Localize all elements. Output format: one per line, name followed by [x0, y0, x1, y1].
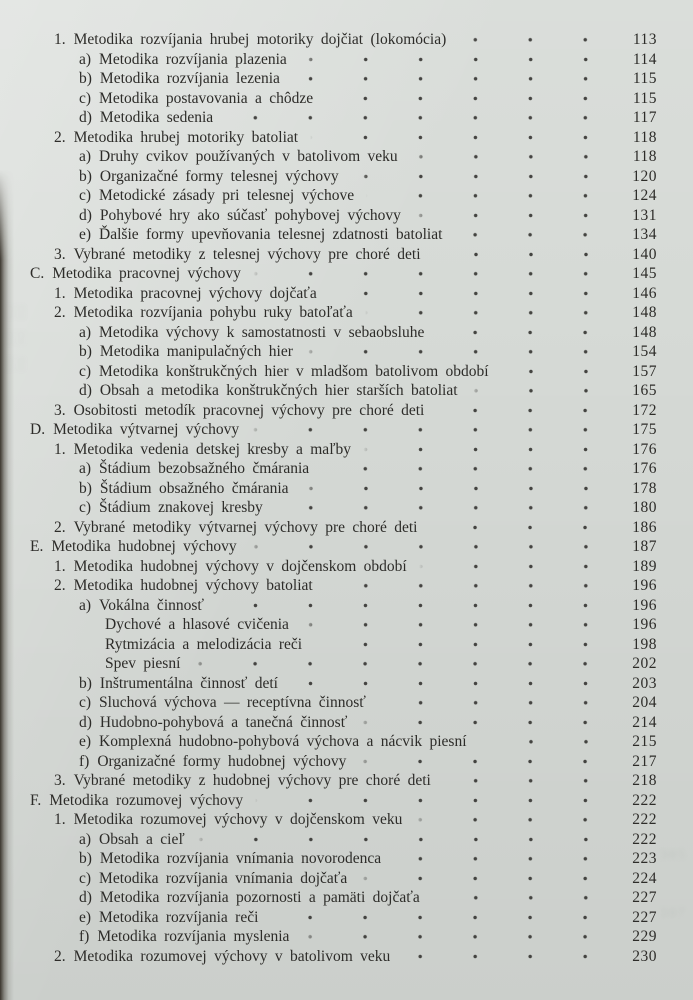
toc-entry-label: 1.	[54, 811, 66, 828]
dot-leader	[413, 206, 613, 226]
toc-entry-label: a)	[79, 596, 92, 614]
toc-entry-title: Metodika rozvíjania pozornosti a pamäti dojčaťa	[99, 889, 420, 906]
toc-entry-title: Druhy cvikov používaných v batolivom veku	[99, 148, 398, 165]
toc-entry-title: Vybrané metodiky výtvarnej výchovy pre choré deti	[73, 518, 418, 536]
toc-entry-title: Metodika hrubej motoriky batoliat	[73, 128, 299, 146]
toc-entry-title: Štádium obsažného čmárania	[99, 479, 289, 497]
toc-entry-title: Metodika vedenia detskej kresby a maľby	[73, 440, 351, 458]
show-through-ghost: ░░░░░░	[4, 305, 28, 372]
toc-entry-title: Metodika hudobnej výchovy batoliat	[73, 577, 313, 594]
toc-entry-title: Metodika rozumovej výchovy	[49, 791, 244, 809]
toc-entry-title: Metodika rozvíjania lezenia	[99, 70, 280, 87]
dot-leader	[301, 927, 613, 947]
toc-entry	[0, 284, 693, 304]
toc-entry	[0, 323, 693, 343]
toc-entry-label: c)	[79, 869, 92, 887]
dot-leader	[501, 362, 613, 382]
toc-entry-label: a)	[79, 148, 92, 165]
toc-entry-page-number: 118	[632, 128, 657, 146]
dot-leader	[432, 888, 613, 908]
toc-entry-title: Pohybové hry ako súčasť pohybovej výchovy	[99, 206, 401, 224]
toc-entry-page-number: 115	[632, 89, 657, 107]
dot-leader	[359, 713, 613, 733]
toc-entry-title: Vybrané metodiky z hudobnej výchovy pre choré deti	[73, 772, 431, 789]
toc-entry-label: 3.	[54, 245, 66, 263]
toc-entry-label: b)	[79, 70, 92, 87]
toc-entry-page-number: 229	[632, 928, 657, 945]
toc-entry	[0, 518, 693, 538]
toc-entry	[0, 420, 693, 440]
dot-leader	[429, 518, 613, 538]
toc-entry-title: Metodika rozumovej výchovy v batolivom veku	[73, 947, 391, 965]
toc-entry-title: Rytmizácia a melodizácia reči	[105, 635, 303, 653]
toc-entry	[0, 771, 693, 791]
toc-entry-title: Vokálna činnosť	[99, 596, 205, 614]
toc-entry	[0, 713, 693, 733]
toc-entry	[0, 732, 693, 752]
toc-entry-title: Metodika pracovnej výchovy dojčaťa	[73, 284, 317, 302]
toc-entry-label: E.	[30, 538, 44, 555]
toc-entry	[0, 927, 693, 947]
toc-entry-label: c)	[79, 499, 92, 516]
toc-entry-page-number: 215	[632, 733, 657, 750]
toc-entry	[0, 596, 693, 616]
dot-leader	[325, 576, 613, 596]
toc-entry-page-number: 222	[632, 811, 657, 828]
toc-entry-label: e)	[79, 733, 92, 750]
toc-entry-title: Metodika sedenia	[99, 109, 214, 126]
dot-leader	[419, 557, 613, 577]
dot-leader	[249, 537, 613, 557]
toc-entry-label: a)	[79, 50, 92, 68]
toc-entry-title: Organizačné formy telesnej výchovy	[99, 167, 339, 185]
toc-entry-page-number: 187	[632, 538, 657, 555]
dot-leader	[443, 771, 613, 791]
toc-entry	[0, 128, 693, 148]
dot-leader	[325, 89, 613, 109]
dot-leader	[436, 323, 613, 343]
toc-entry-label: b)	[79, 343, 92, 360]
dot-leader	[301, 615, 613, 635]
toc-entry-page-number: 134	[632, 226, 657, 243]
toc-entry-title: Obsah a metodika konštrukčných hier starších batoliat	[99, 382, 458, 399]
toc-entry	[0, 381, 693, 401]
toc-entry	[0, 147, 693, 167]
toc-entry	[0, 89, 693, 109]
toc-entry-page-number: 172	[632, 401, 657, 419]
toc-entry	[0, 186, 693, 206]
toc-entry	[0, 693, 693, 713]
toc-entry-page-number: 204	[632, 694, 657, 711]
toc-entry-title: Metodika rozvíjania pohybu ruky batoľaťa	[73, 304, 353, 321]
table-of-contents	[0, 30, 693, 966]
toc-entry-page-number: 145	[632, 265, 657, 282]
toc-entry-title: Štádium bezobsažného čmárania	[99, 460, 310, 477]
toc-entry	[0, 108, 693, 128]
toc-entry-page-number: 223	[632, 850, 657, 867]
toc-entry-title: Metodika rozumovej výchovy v dojčenskom veku	[73, 811, 403, 828]
toc-entry-title: Metodika pracovnej výchovy	[52, 265, 241, 282]
toc-entry-label: a)	[79, 460, 92, 477]
show-through-ghost: 305	[660, 848, 687, 863]
toc-entry-page-number: 131	[632, 206, 657, 224]
toc-entry	[0, 303, 693, 323]
toc-entry	[0, 888, 693, 908]
toc-entry-label: 3.	[54, 772, 66, 789]
toc-entry-title: Spev piesní	[105, 655, 181, 672]
dot-leader	[301, 479, 613, 499]
toc-entry-title: Osobitosti metodík pracovnej výchovy pre choré deti	[73, 401, 425, 419]
toc-entry-label: b)	[79, 479, 92, 497]
dot-leader	[299, 50, 613, 70]
toc-entry-label: 1.	[54, 440, 66, 458]
toc-entry-page-number: 227	[632, 889, 657, 906]
toc-entry	[0, 752, 693, 772]
toc-entry-label: c)	[79, 362, 92, 380]
toc-entry-label: C.	[30, 265, 45, 282]
dot-leader	[378, 693, 613, 713]
toc-entry-label: 2.	[54, 128, 66, 146]
dot-leader	[216, 596, 613, 616]
toc-entry-page-number: 217	[632, 752, 657, 770]
toc-entry-title: Metodika rozvíjania vnímania novorodenca	[99, 850, 382, 867]
toc-entry-label: 3.	[54, 401, 66, 419]
dot-leader	[363, 440, 613, 460]
toc-entry-title: Metodické zásady pri telesnej výchove	[99, 187, 355, 204]
toc-entry-label: b)	[79, 850, 92, 867]
toc-entry	[0, 576, 693, 596]
toc-entry-label: D.	[30, 421, 46, 438]
dot-leader	[351, 167, 613, 187]
dot-leader	[470, 381, 613, 401]
toc-entry-title: Metodika konštrukčných hier v mladšom batolivom období	[99, 362, 489, 380]
toc-entry	[0, 401, 693, 421]
toc-entry-label: d)	[79, 889, 92, 906]
dot-leader	[225, 108, 613, 128]
toc-entry-page-number: 140	[632, 245, 657, 263]
toc-entry-title: Komplexná hudobno-pohybová výchova a nácvik piesní	[99, 733, 467, 750]
toc-entry-page-number: 176	[632, 440, 657, 458]
dot-leader	[275, 498, 613, 518]
toc-entry	[0, 440, 693, 460]
show-through-ghost: 307	[660, 906, 687, 921]
toc-entry	[0, 654, 693, 674]
toc-entry-label: 2.	[54, 304, 66, 321]
toc-entry	[0, 225, 693, 245]
toc-entry-page-number: 120	[632, 167, 657, 185]
dot-leader	[253, 264, 613, 284]
toc-entry-label: d)	[79, 713, 92, 731]
toc-entry-page-number: 165	[632, 382, 657, 399]
toc-entry-title: Metodika hudobnej výchovy v dojčenskom období	[73, 557, 407, 575]
toc-entry-page-number: 230	[632, 947, 657, 965]
toc-entry-page-number: 176	[632, 460, 657, 477]
toc-entry-page-number: 198	[632, 635, 657, 653]
toc-entry-page-number: 178	[632, 479, 657, 497]
toc-entry-page-number: 196	[632, 577, 657, 594]
toc-entry-title: Obsah a cieľ	[99, 830, 185, 848]
toc-entry-title: Vybrané metodiky z telesnej výchovy pre choré deti	[73, 245, 421, 263]
toc-entry	[0, 206, 693, 226]
toc-entry	[0, 498, 693, 518]
toc-entry	[0, 635, 693, 655]
dot-leader	[458, 30, 613, 50]
toc-entry-title: Metodika rozvíjania hrubej motoriky dojčiat (lokomócia)	[73, 31, 447, 48]
toc-entry-page-number: 114	[632, 50, 657, 68]
dot-leader	[414, 810, 613, 830]
dot-leader	[329, 284, 613, 304]
toc-entry-page-number: 115	[632, 70, 657, 87]
dot-leader	[314, 635, 613, 655]
toc-entry-page-number: 186	[632, 518, 657, 536]
toc-entry-title: Štádium znakovej kresby	[99, 499, 263, 516]
toc-entry-page-number: 113	[632, 31, 657, 48]
dot-leader	[479, 732, 613, 752]
toc-entry	[0, 557, 693, 577]
dot-leader	[365, 303, 613, 323]
toc-entry-label: f)	[79, 752, 90, 770]
toc-entry	[0, 167, 693, 187]
toc-entry-label: d)	[79, 382, 92, 399]
toc-entry-label: b)	[79, 674, 92, 692]
toc-entry-page-number: 117	[632, 109, 657, 126]
toc-entry-title: Metodika rozvíjania vnímania dojčaťa	[99, 869, 348, 887]
dot-leader	[251, 420, 613, 440]
toc-entry-page-number: 202	[632, 655, 657, 672]
toc-entry-title: Inštrumentálna činnosť detí	[99, 674, 278, 692]
toc-entry-label: b)	[79, 167, 92, 185]
dot-leader	[410, 147, 613, 167]
toc-entry-title: Metodika rozvíjania myslenia	[97, 928, 290, 945]
toc-entry	[0, 479, 693, 499]
toc-entry-page-number: 157	[632, 362, 657, 380]
dot-leader	[436, 401, 613, 421]
toc-entry-label: d)	[79, 206, 92, 224]
toc-entry	[0, 674, 693, 694]
toc-entry-page-number: 214	[632, 713, 657, 731]
toc-entry	[0, 30, 693, 50]
toc-entry-label: c)	[79, 187, 92, 204]
toc-entry-title: Metodika hudobnej výchovy	[51, 538, 237, 555]
toc-entry-label: a)	[79, 830, 92, 848]
toc-entry-label: 1.	[54, 31, 66, 48]
toc-entry-label: 2.	[54, 947, 66, 965]
toc-entry-page-number: 227	[632, 908, 657, 926]
dot-leader	[366, 186, 613, 206]
toc-entry-label: e)	[79, 908, 92, 926]
toc-entry-label: 1.	[54, 557, 66, 575]
toc-entry-page-number: 148	[632, 323, 657, 341]
toc-entry-page-number: 180	[632, 499, 657, 516]
dot-leader	[192, 654, 613, 674]
toc-entry-title: Dychové a hlasové cvičenia	[105, 616, 289, 633]
dot-leader	[255, 791, 613, 811]
toc-entry	[0, 947, 693, 967]
toc-entry-title: Hudobno-pohybová a tanečná činnosť	[99, 713, 348, 731]
toc-entry-label: 1.	[54, 284, 66, 302]
dot-leader	[433, 245, 614, 265]
toc-entry-page-number: 189	[632, 557, 657, 575]
dot-leader	[197, 830, 613, 850]
dot-leader	[321, 459, 613, 479]
toc-entry-title: Ďalšie formy upevňovania telesnej zdatnosti batoliat	[99, 226, 443, 243]
toc-entry-page-number: 148	[632, 304, 657, 321]
toc-entry	[0, 342, 693, 362]
toc-entry-label: F.	[30, 791, 42, 809]
dot-leader	[290, 674, 613, 694]
dot-leader	[359, 869, 613, 889]
toc-entry-title: Sluchová výchova — receptívna činnosť	[99, 694, 366, 711]
dot-leader	[310, 128, 613, 148]
toc-entry	[0, 908, 693, 928]
toc-entry	[0, 810, 693, 830]
toc-entry-page-number: 224	[632, 869, 657, 887]
toc-entry-page-number: 118	[632, 148, 657, 165]
dot-leader	[270, 908, 613, 928]
dot-leader	[292, 69, 613, 89]
toc-entry	[0, 264, 693, 284]
toc-entry-label: 2.	[54, 518, 66, 536]
toc-entry	[0, 869, 693, 889]
toc-entry-label: c)	[79, 694, 92, 711]
toc-entry-label: c)	[79, 89, 92, 107]
toc-entry-label: f)	[79, 928, 90, 945]
toc-entry-title: Metodika rozvíjania reči	[99, 908, 259, 926]
toc-entry	[0, 245, 693, 265]
toc-entry-title: Organizačné formy hudobnej výchovy	[97, 752, 347, 770]
toc-entry-page-number: 222	[632, 830, 657, 848]
toc-entry-page-number: 203	[632, 674, 657, 692]
toc-entry-page-number: 222	[632, 791, 657, 809]
toc-entry-page-number: 146	[632, 284, 657, 302]
toc-entry	[0, 615, 693, 635]
toc-entry-page-number: 154	[632, 343, 657, 360]
toc-entry	[0, 69, 693, 89]
dot-leader	[393, 849, 613, 869]
toc-entry-label: d)	[79, 109, 92, 126]
dot-leader	[358, 752, 613, 772]
toc-entry	[0, 849, 693, 869]
toc-entry-page-number: 124	[632, 187, 657, 204]
toc-entry-label: e)	[79, 226, 92, 243]
toc-entry	[0, 791, 693, 811]
toc-entry-page-number: 196	[632, 616, 657, 633]
toc-entry	[0, 362, 693, 382]
dot-leader	[305, 342, 613, 362]
toc-entry-title: Metodika výchovy k samostatnosti v sebaobsluhe	[99, 323, 425, 341]
toc-entry	[0, 537, 693, 557]
toc-entry-title: Metodika manipulačných hier	[99, 343, 293, 360]
toc-entry-label: 2.	[54, 577, 66, 594]
toc-entry-page-number: 175	[632, 421, 657, 438]
toc-entry	[0, 830, 693, 850]
toc-entry-title: Metodika rozvíjania plazenia	[99, 50, 287, 68]
dot-leader	[402, 947, 613, 967]
dot-leader	[454, 225, 613, 245]
toc-entry	[0, 459, 693, 479]
toc-entry-page-number: 218	[632, 772, 657, 789]
toc-entry-page-number: 196	[632, 596, 657, 614]
toc-entry-title: Metodika výtvarnej výchovy	[53, 421, 240, 438]
toc-entry	[0, 50, 693, 70]
toc-entry-title: Metodika postavovania a chôdze	[99, 89, 314, 107]
toc-entry-label: a)	[79, 323, 92, 341]
